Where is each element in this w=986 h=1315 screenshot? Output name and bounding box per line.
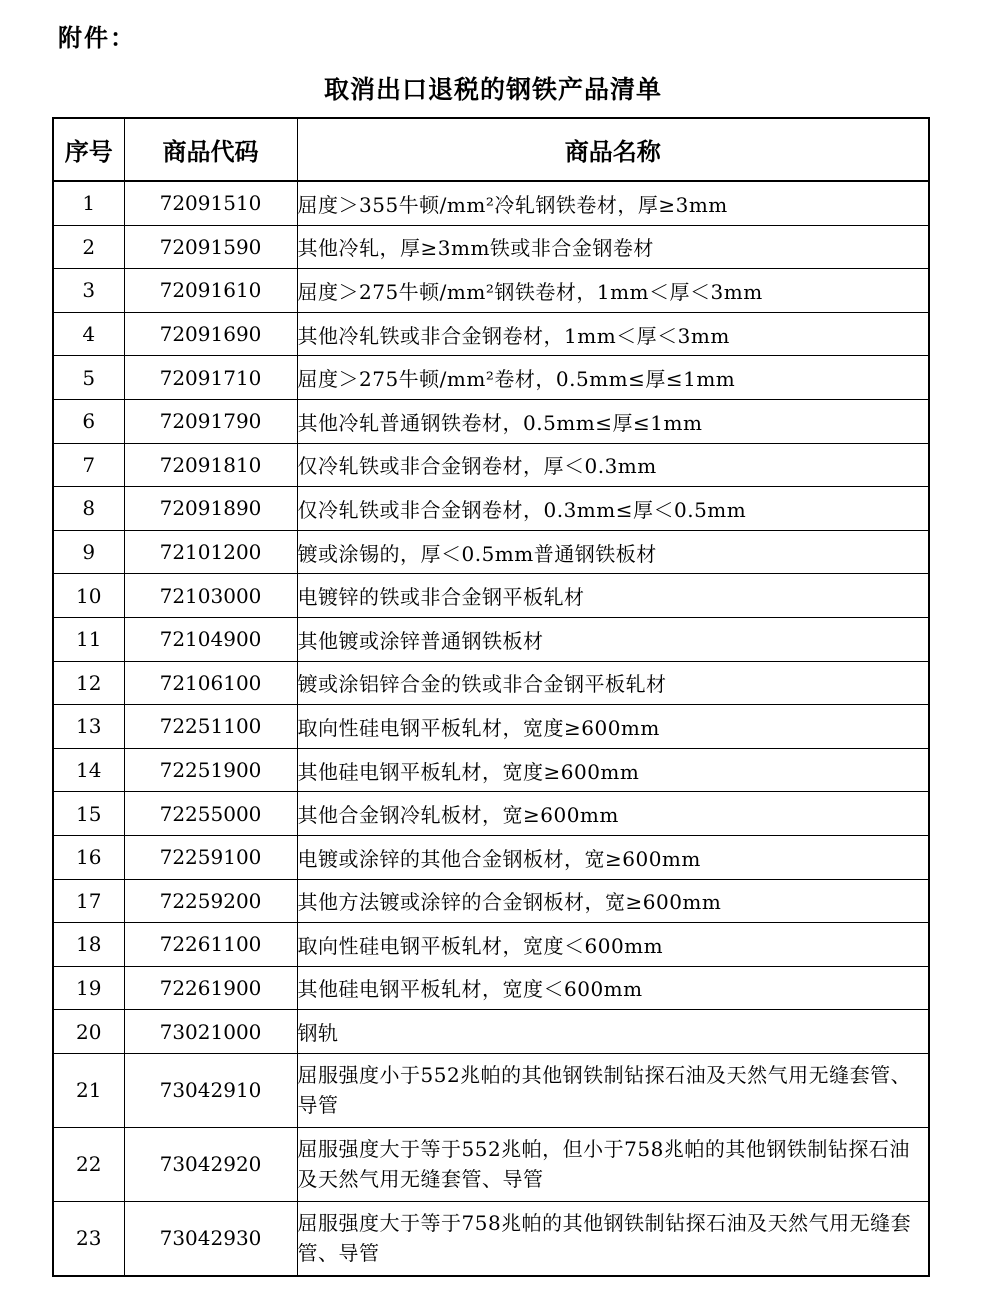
table-row	[53, 574, 929, 618]
table-header-row	[53, 118, 929, 181]
code-cell: 72091610	[124, 269, 297, 313]
seq-cell: 14	[53, 748, 124, 792]
table-row	[53, 181, 929, 225]
table-row	[53, 443, 929, 487]
table-row	[53, 399, 929, 443]
name-cell: 电镀或涂锌的其他合金钢板材，宽≥600mm	[297, 835, 929, 879]
table-row	[53, 530, 929, 574]
name-cell: 屈度＞275牛顿/mm²卷材，0.5mm≤厚≤1mm	[297, 356, 929, 400]
header-code: 商品代码	[124, 118, 297, 181]
name-cell: 其他冷轧，厚≥3mm铁或非合金钢卷材	[297, 225, 929, 269]
code-cell: 72091510	[124, 181, 297, 225]
seq-cell: 18	[53, 923, 124, 967]
header-name: 商品名称	[297, 118, 929, 181]
seq-cell: 13	[53, 705, 124, 749]
name-cell: 钢轨	[297, 1010, 929, 1054]
seq-cell: 15	[53, 792, 124, 836]
table-row	[53, 1201, 929, 1276]
code-cell: 73042910	[124, 1053, 297, 1127]
seq-cell: 22	[53, 1127, 124, 1201]
table-row	[53, 835, 929, 879]
header-seq: 序号	[53, 118, 124, 181]
code-cell: 72103000	[124, 574, 297, 618]
seq-cell: 10	[53, 574, 124, 618]
document-title: 取消出口退税的钢铁产品清单	[323, 75, 662, 104]
code-cell: 72101200	[124, 530, 297, 574]
seq-cell: 16	[53, 835, 124, 879]
code-cell: 72091710	[124, 356, 297, 400]
product-table	[52, 117, 930, 1277]
code-cell: 72251900	[124, 748, 297, 792]
code-cell: 73021000	[124, 1010, 297, 1054]
table-row	[53, 356, 929, 400]
table-row	[53, 487, 929, 531]
attachment-label: 附件：	[58, 24, 136, 52]
table-row	[53, 225, 929, 269]
name-cell: 其他冷轧铁或非合金钢卷材，1mm＜厚＜3mm	[297, 312, 929, 356]
seq-cell: 17	[53, 879, 124, 923]
code-cell: 72259200	[124, 879, 297, 923]
code-cell: 72261100	[124, 923, 297, 967]
code-cell: 72091590	[124, 225, 297, 269]
table-row	[53, 879, 929, 923]
code-cell: 72255000	[124, 792, 297, 836]
seq-cell: 9	[53, 530, 124, 574]
code-cell: 72106100	[124, 661, 297, 705]
seq-cell: 20	[53, 1010, 124, 1054]
seq-cell: 6	[53, 399, 124, 443]
name-cell: 其他镀或涂锌普通钢铁板材	[297, 617, 929, 661]
table-row	[53, 748, 929, 792]
name-cell: 仅冷轧铁或非合金钢卷材，0.3mm≤厚＜0.5mm	[297, 487, 929, 531]
table-row	[53, 923, 929, 967]
seq-cell: 2	[53, 225, 124, 269]
code-cell: 72091810	[124, 443, 297, 487]
name-cell: 其他硅电钢平板轧材，宽度＜600mm	[297, 966, 929, 1010]
seq-cell: 23	[53, 1201, 124, 1276]
code-cell: 72251100	[124, 705, 297, 749]
code-cell: 72091790	[124, 399, 297, 443]
name-cell: 屈度＞355牛顿/mm²冷轧钢铁卷材，厚≥3mm	[297, 181, 929, 225]
seq-cell: 1	[53, 181, 124, 225]
table-row	[53, 1127, 929, 1201]
code-cell: 72261900	[124, 966, 297, 1010]
table-row	[53, 1053, 929, 1127]
table-row	[53, 269, 929, 313]
table-row	[53, 966, 929, 1010]
seq-cell: 19	[53, 966, 124, 1010]
name-cell: 取向性硅电钢平板轧材，宽度≥600mm	[297, 705, 929, 749]
code-cell: 72091690	[124, 312, 297, 356]
name-cell: 镀或涂铝锌合金的铁或非合金钢平板轧材	[297, 661, 929, 705]
table-row	[53, 705, 929, 749]
name-cell: 镀或涂锡的，厚＜0.5mm普通钢铁板材	[297, 530, 929, 574]
seq-cell: 12	[53, 661, 124, 705]
code-cell: 72104900	[124, 617, 297, 661]
seq-cell: 8	[53, 487, 124, 531]
seq-cell: 4	[53, 312, 124, 356]
code-cell: 72091890	[124, 487, 297, 531]
seq-cell: 21	[53, 1053, 124, 1127]
name-cell: 屈服强度小于552兆帕的其他钢铁制钻探石油及天然气用无缝套管、导管	[297, 1053, 929, 1127]
code-cell: 73042930	[124, 1201, 297, 1276]
name-cell: 取向性硅电钢平板轧材，宽度＜600mm	[297, 923, 929, 967]
seq-cell: 11	[53, 617, 124, 661]
table-row	[53, 792, 929, 836]
code-cell: 73042920	[124, 1127, 297, 1201]
name-cell: 其他硅电钢平板轧材，宽度≥600mm	[297, 748, 929, 792]
name-cell: 其他合金钢冷轧板材，宽≥600mm	[297, 792, 929, 836]
seq-cell: 5	[53, 356, 124, 400]
table-row	[53, 1010, 929, 1054]
table-row	[53, 661, 929, 705]
name-cell: 屈度＞275牛顿/mm²钢铁卷材，1mm＜厚＜3mm	[297, 269, 929, 313]
table-row	[53, 617, 929, 661]
name-cell: 屈服强度大于等于758兆帕的其他钢铁制钻探石油及天然气用无缝套管、导管	[297, 1201, 929, 1276]
seq-cell: 7	[53, 443, 124, 487]
code-cell: 72259100	[124, 835, 297, 879]
name-cell: 其他方法镀或涂锌的合金钢板材，宽≥600mm	[297, 879, 929, 923]
table-row	[53, 312, 929, 356]
name-cell: 屈服强度大于等于552兆帕，但小于758兆帕的其他钢铁制钻探石油及天然气用无缝套管、导管	[297, 1127, 929, 1201]
name-cell: 仅冷轧铁或非合金钢卷材，厚＜0.3mm	[297, 443, 929, 487]
name-cell: 电镀锌的铁或非合金钢平板轧材	[297, 574, 929, 618]
seq-cell: 3	[53, 269, 124, 313]
name-cell: 其他冷轧普通钢铁卷材，0.5mm≤厚≤1mm	[297, 399, 929, 443]
